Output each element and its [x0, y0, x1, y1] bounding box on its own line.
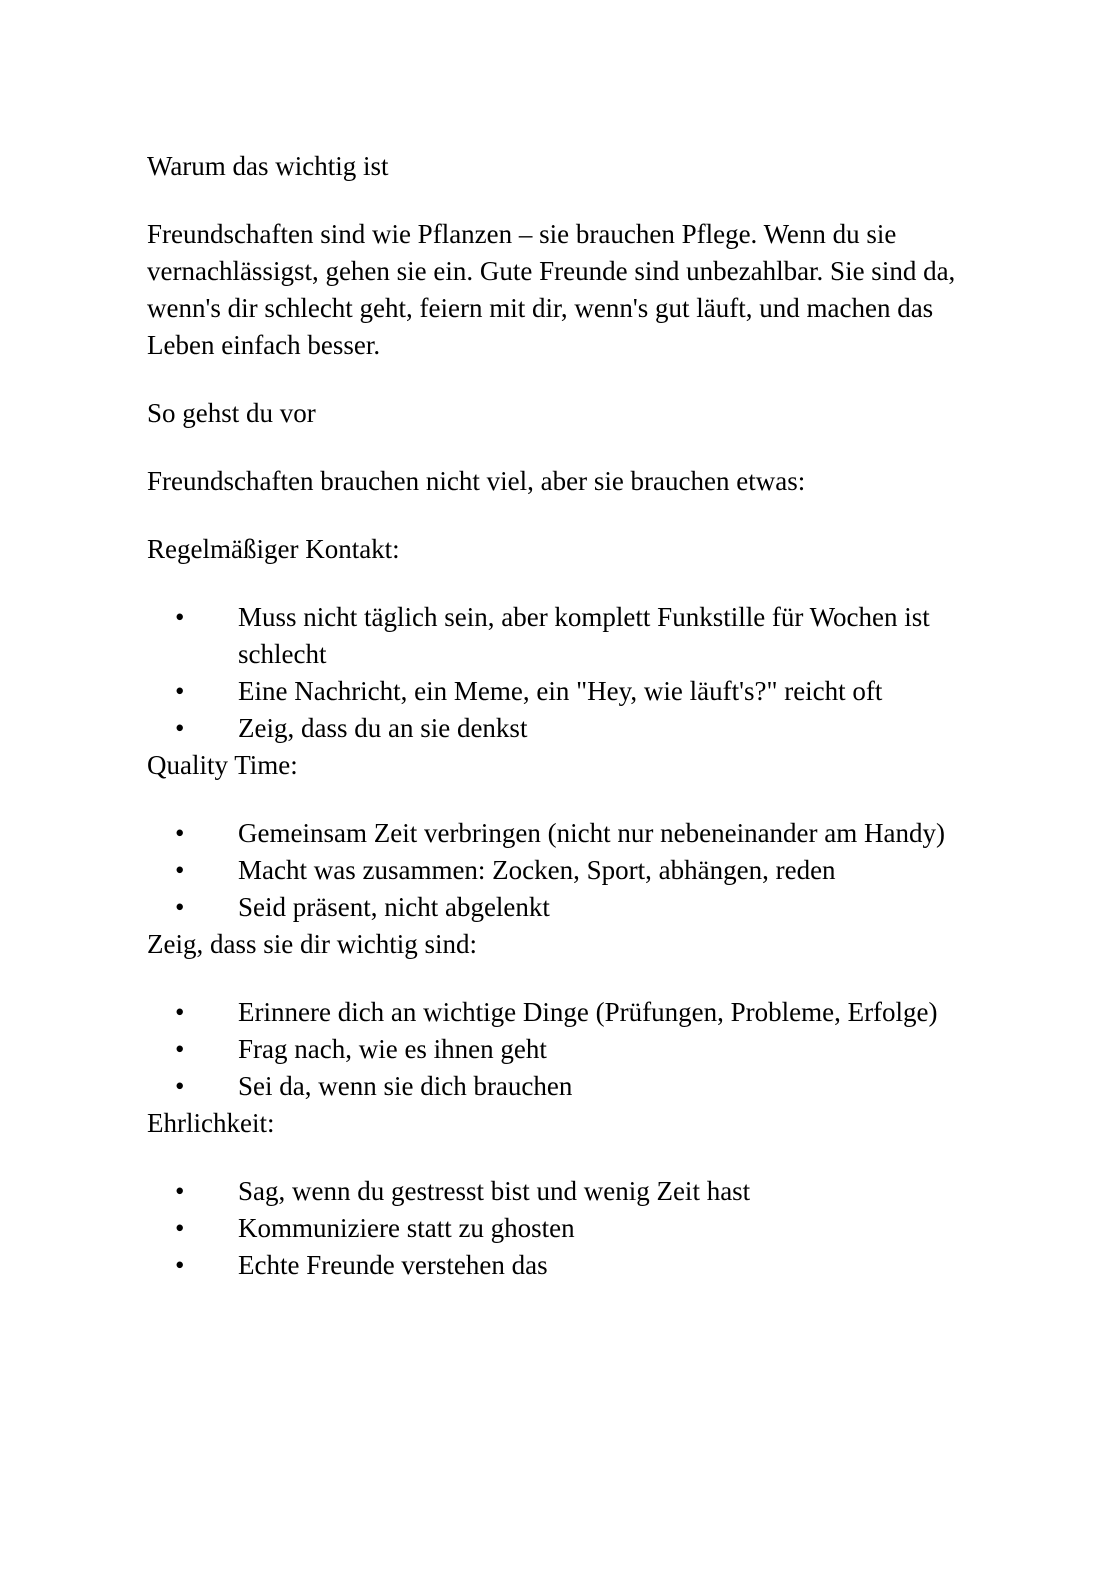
- list-item-text: Macht was zusammen: Zocken, Sport, abhängen, reden: [238, 855, 836, 885]
- list-item: [147, 889, 967, 926]
- bullet-list-quality-time: [147, 815, 967, 926]
- list-item-text: Sag, wenn du gestresst bist und wenig Zeit hast: [238, 1176, 751, 1206]
- list-item: [147, 815, 967, 852]
- document-body: [147, 148, 967, 1284]
- bullet-icon: •: [175, 713, 185, 743]
- list-item: [147, 599, 967, 673]
- bullet-list-regelmaessiger-kontakt: [147, 599, 967, 747]
- list-item: [147, 1173, 967, 1210]
- bullet-icon: •: [175, 676, 185, 706]
- bullet-icon: •: [175, 1213, 185, 1243]
- list-item-text: Gemeinsam Zeit verbringen (nicht nur nebeneinander am Handy): [238, 818, 945, 848]
- list-item-text: Sei da, wenn sie dich brauchen: [238, 1071, 573, 1101]
- subheading-quality-time: Quality Time:: [147, 750, 298, 780]
- subheading-zeig-wichtig: Zeig, dass sie dir wichtig sind:: [147, 929, 477, 959]
- list-item-text: Erinnere dich an wichtige Dinge (Prüfungen, Probleme, Erfolge): [238, 997, 938, 1027]
- list-item-text: Frag nach, wie es ihnen geht: [238, 1034, 547, 1064]
- list-item-text: Zeig, dass du an sie denkst: [238, 713, 528, 743]
- list-item-text: Echte Freunde verstehen das: [238, 1250, 548, 1280]
- list-item: [147, 1247, 967, 1284]
- bullet-icon: •: [175, 855, 185, 885]
- bullet-icon: •: [175, 1034, 185, 1064]
- list-item: [147, 994, 967, 1031]
- subheading-regelmaessiger-kontakt: Regelmäßiger Kontakt:: [147, 534, 400, 564]
- list-item: [147, 673, 967, 710]
- section-heading-so-gehst-du-vor: So gehst du vor: [147, 398, 316, 428]
- bullet-icon: •: [175, 602, 185, 632]
- list-item: [147, 1031, 967, 1068]
- bullet-icon: •: [175, 1176, 185, 1206]
- list-item-text: Kommuniziere statt zu ghosten: [238, 1213, 575, 1243]
- bullet-list-ehrlichkeit: [147, 1173, 967, 1284]
- section-heading-warum: Warum das wichtig ist: [147, 151, 389, 181]
- paragraph-warum-body: Freundschaften sind wie Pflanzen – sie brauchen Pflege. Wenn du sie vernachlässigst, gehen sie ein. Gute Freunde sind unbezahlbar. Sie sind da, wenn's dir schlecht geht, feiern mit dir, wenn's gut läuft, und machen das Leben einfach besser.: [147, 219, 956, 360]
- bullet-icon: •: [175, 997, 185, 1027]
- bullet-list-zeig-wichtig: [147, 994, 967, 1105]
- list-item: [147, 710, 967, 747]
- bullet-icon: •: [175, 1250, 185, 1280]
- list-item-text: Eine Nachricht, ein Meme, ein "Hey, wie läuft's?" reicht oft: [238, 676, 883, 706]
- bullet-icon: •: [175, 818, 185, 848]
- list-item: [147, 1068, 967, 1105]
- list-item: [147, 852, 967, 889]
- list-item-text: Seid präsent, nicht abgelenkt: [238, 892, 550, 922]
- list-item-text: Muss nicht täglich sein, aber komplett Funkstille für Wochen ist schlecht: [238, 602, 930, 669]
- paragraph-intro-list: Freundschaften brauchen nicht viel, aber sie brauchen etwas:: [147, 466, 806, 496]
- subheading-ehrlichkeit: Ehrlichkeit:: [147, 1108, 275, 1138]
- bullet-icon: •: [175, 892, 185, 922]
- bullet-icon: •: [175, 1071, 185, 1101]
- list-item: [147, 1210, 967, 1247]
